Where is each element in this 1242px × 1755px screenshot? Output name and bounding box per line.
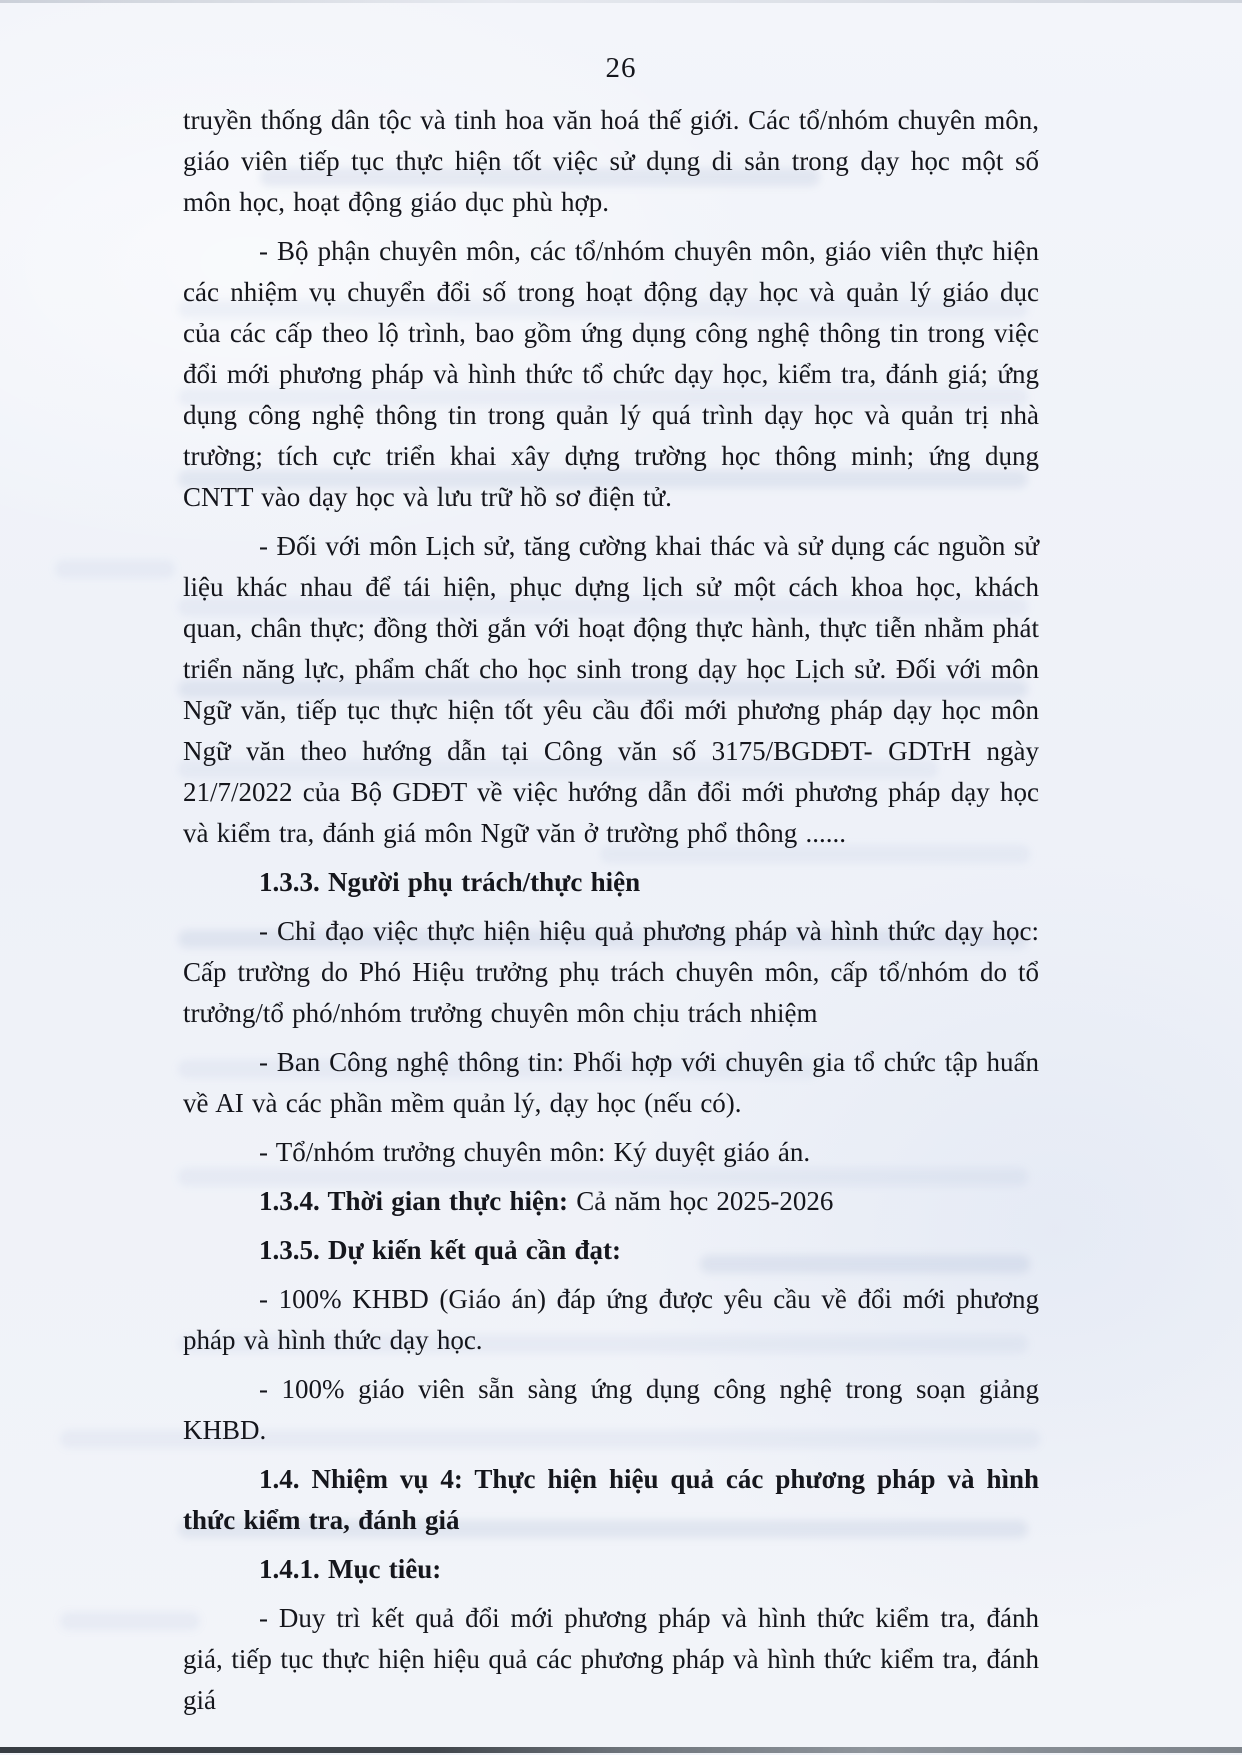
section-heading-1-3-3: 1.3.3. Người phụ trách/thực hiện [259, 867, 641, 897]
heading-label: 1.3.4. Thời gian thực hiện: [259, 1186, 568, 1216]
document-body [183, 100, 1039, 1729]
paragraph: - Chỉ đạo việc thực hiện hiệu quả phương pháp và hình thức dạy học: Cấp trường do Phó Hiệu trưởng phụ trách chuyên môn, cấp tổ/nhóm do tổ trưởng/tổ phó/nhóm trưởng chuyên môn chịu trách nhiệm [183, 916, 1039, 1028]
paragraph: - Tổ/nhóm trưởng chuyên môn: Ký duyệt giáo án. [259, 1137, 811, 1167]
section-heading-1-3-5: 1.3.5. Dự kiến kết quả cần đạt: [259, 1235, 621, 1265]
paragraph: - Đối với môn Lịch sử, tăng cường khai thác và sử dụng các nguồn sử liệu khác nhau để tái hiện, phục dựng lịch sử một cách khoa học, khách quan, chân thực; đồng thời gắn với hoạt động thực hành, thực tiễn nhằm phát triển năng lực, phẩm chất cho học sinh trong dạy học Lịch sử. Đối với môn Ngữ văn, tiếp tục thực hiện tốt yêu cầu đổi mới phương pháp dạy học môn Ngữ văn theo hướng dẫn tại Công văn số 3175/BGDĐT- GDTrH ngày 21/7/2022 của Bộ GDĐT về việc hướng dẫn đổi mới phương pháp dạy học và kiểm tra, đánh giá môn Ngữ văn ở trường phổ thông ...... [183, 531, 1039, 848]
paragraph: - Ban Công nghệ thông tin: Phối hợp với chuyên gia tổ chức tập huấn về AI và các phần mềm quản lý, dạy học (nếu có). [183, 1047, 1039, 1118]
heading-value: Cả năm học 2025-2026 [567, 1186, 834, 1216]
paragraph: - 100% giáo viên sẵn sàng ứng dụng công nghệ trong soạn giảng KHBD. [183, 1374, 1039, 1445]
scan-edge-artifact-top [0, 0, 1242, 3]
paragraph: - 100% KHBD (Giáo án) đáp ứng được yêu cầu về đổi mới phương pháp và hình thức dạy học. [183, 1284, 1039, 1355]
section-heading-1-4-1: 1.4.1. Mục tiêu: [259, 1554, 442, 1584]
page-number: 26 [605, 52, 637, 84]
paragraph-continuation: truyền thống dân tộc và tinh hoa văn hoá thế giới. Các tổ/nhóm chuyên môn, giáo viên tiếp tục thực hiện tốt việc sử dụng di sản trong dạy học một số môn học, hoạt động giáo dục phù hợp. [183, 105, 1039, 217]
paragraph: - Bộ phận chuyên môn, các tổ/nhóm chuyên môn, giáo viên thực hiện các nhiệm vụ chuyển đổi số trong hoạt động dạy học và quản lý giáo dục của các cấp theo lộ trình, bao gồm ứng dụng công nghệ thông tin trong việc đổi mới phương pháp và hình thức tổ chức dạy học, kiểm tra, đánh giá; ứng dụng công nghệ thông tin trong quản lý quá trình dạy học và quản trị nhà trường; tích cực triển khai xây dựng trường học thông minh; ứng dụng CNTT vào dạy học và lưu trữ hồ sơ điện tử. [183, 236, 1039, 512]
scan-edge-artifact-bottom [0, 1747, 1242, 1753]
section-heading-1-4: 1.4. Nhiệm vụ 4: Thực hiện hiệu quả các phương pháp và hình thức kiểm tra, đánh giá [183, 1464, 1039, 1535]
section-heading-1-3-4 [183, 1181, 1039, 1222]
paragraph: - Duy trì kết quả đổi mới phương pháp và hình thức kiểm tra, đánh giá, tiếp tục thực hiện hiệu quả các phương pháp và hình thức kiểm tra, đánh giá [183, 1603, 1039, 1715]
